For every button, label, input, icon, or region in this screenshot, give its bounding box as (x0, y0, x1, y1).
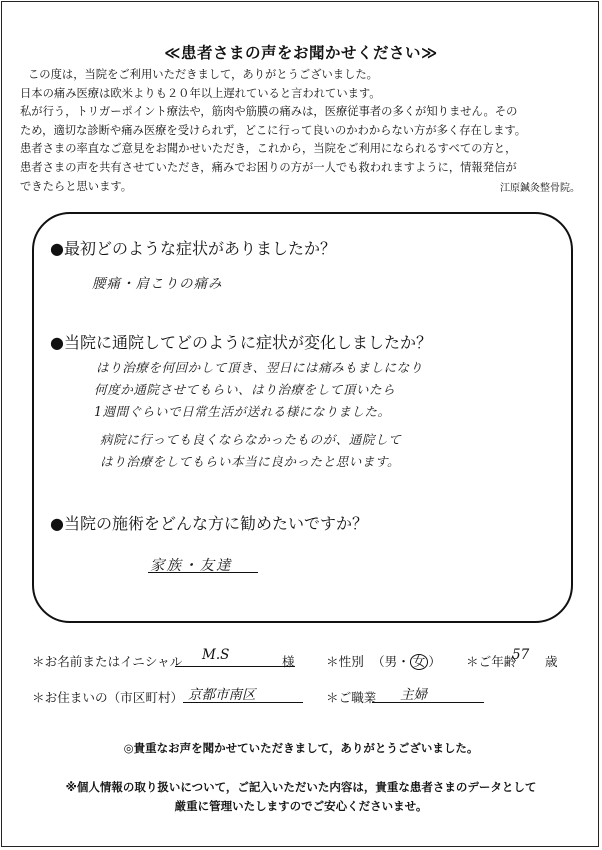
question-initial-symptoms: ●最初どのような症状がありましたか？ (50, 239, 336, 258)
answer-line: はり治療を何回かして頂き、翌日には痛みもましになり (96, 360, 423, 375)
gender-close: ） (428, 654, 441, 669)
address-value[interactable]: 京都市南区 (188, 687, 256, 703)
gender-male: 男 (384, 654, 398, 669)
gender-female-circled: 女 (410, 654, 429, 670)
privacy-line: ※個人情報の取り扱いについて，ご記入いただいた内容は，貴重な患者さまのデータとして (65, 780, 537, 794)
thanks-message: ◎貴重なお声を聞かせていただきまして，ありがとうございました。 (123, 741, 479, 755)
answer-line: 何度か通院させてもらい、はり治療をして頂いたら (94, 382, 396, 397)
name-suffix: 様 (282, 654, 295, 669)
answer-initial-symptoms: 腰痛・肩こりの痛み (92, 276, 223, 292)
intro-line: 日本の痛み医療は欧米よりも２０年以上遅れていると言われています。 (20, 86, 381, 100)
intro-line: 患者さまの声を共有させていただき，痛みでお困りの方が一人でも救われますように，情報発信が (20, 160, 517, 174)
name-underline (175, 666, 295, 667)
answer-line: はり治療をしてもらい本当に良かったと思います。 (100, 454, 401, 469)
age-value[interactable]: 57 (512, 647, 530, 663)
gender-field[interactable] (372, 651, 441, 670)
question-symptom-change: ●当院に通院してどのように症状が変化しましたか？ (50, 333, 432, 352)
gender-open: （ (372, 654, 385, 669)
gender-label: ＊性別 (326, 654, 364, 669)
intro-line: この度は，当院をご利用いただきまして，ありがとうございました。 (28, 68, 378, 81)
address-label: ＊お住まいの（市区町村） (32, 690, 184, 705)
privacy-notice (0, 778, 602, 815)
answer-line: 1週間ぐらいで日常生活が送れる様になりました。 (94, 404, 391, 419)
age-suffix: 歳 (545, 654, 558, 669)
intro-line: 私が行う，トリガーポイント療法や，筋肉や筋膜の痛みは，医療従事者の多くが知りません。その (20, 105, 518, 119)
answer-underline (148, 572, 258, 573)
intro-line: ため，適切な診断や痛み医療を受けられず，どこに行って良いのかわからない方が多く存在します。 (20, 123, 527, 137)
job-label: ＊ご職業 (326, 690, 377, 705)
answer-symptom-change (96, 357, 423, 473)
job-underline (372, 702, 484, 703)
name-value[interactable]: M.S (202, 647, 230, 663)
page-title: ≪患者さまの声をお聞かせください≫ (164, 44, 438, 62)
intro-text (20, 66, 588, 196)
privacy-line: 厳重に管理いたしますのでご安心くださいませ。 (174, 798, 428, 813)
job-value[interactable]: 主婦 (400, 687, 427, 703)
gender-dot: ・ (397, 654, 410, 669)
intro-line: 患者さまの率直なご意見をお聞かせいただき，これから，当院をご利用になられるすべての方と， (20, 142, 517, 156)
answer-line: 病院に行っても良くならなかったものが、通院して (100, 432, 402, 447)
name-label: ＊お名前またはイニシャル (32, 654, 183, 669)
clinic-signature: 江原鍼灸整骨院。 (500, 183, 580, 194)
answer-recommend-to: 家族・友達 (150, 558, 233, 574)
age-label: ＊ご年齢 (466, 654, 517, 669)
question-recommend-to: ●当院の施術をどんな方に勧めたいですか？ (50, 514, 368, 533)
intro-line: できたらと思います。 (20, 179, 133, 193)
